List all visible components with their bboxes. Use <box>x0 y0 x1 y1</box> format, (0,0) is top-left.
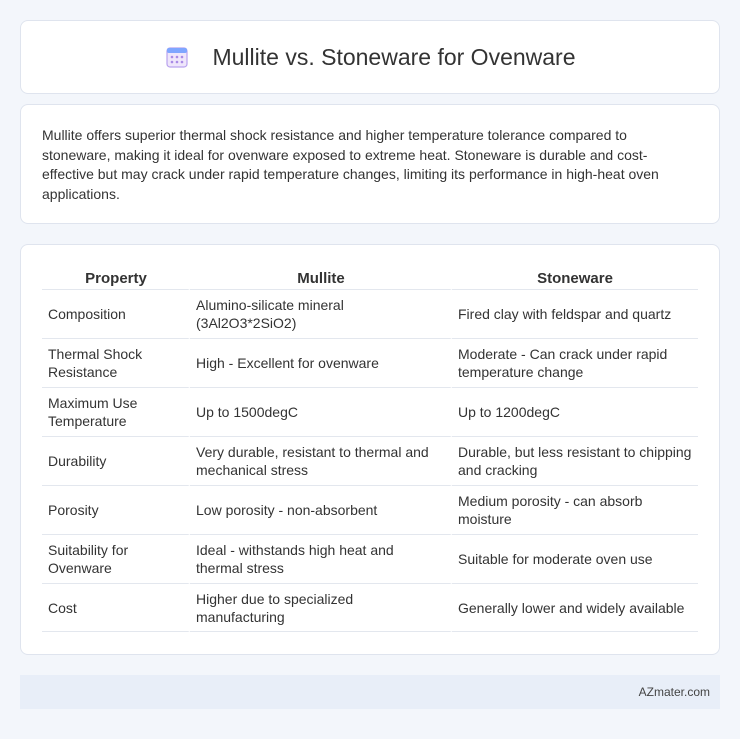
cell-stoneware: Medium porosity - can absorb moisture <box>452 485 698 534</box>
cell-mullite: Very durable, resistant to thermal and mechanical stress <box>190 436 452 485</box>
cell-stoneware: Up to 1200degC <box>452 387 698 436</box>
table-row <box>42 583 698 632</box>
cell-mullite: Higher due to specialized manufacturing <box>190 583 452 632</box>
cell-property: Composition <box>42 289 190 338</box>
cell-mullite: Alumino-silicate mineral (3Al2O3*2SiO2) <box>190 289 452 338</box>
title-wrap <box>164 44 575 71</box>
table-row <box>42 485 698 534</box>
summary-card <box>20 104 720 224</box>
footer <box>20 675 720 709</box>
cell-property: Thermal Shock Resistance <box>42 338 190 387</box>
header-stoneware: Stoneware <box>537 270 613 287</box>
cell-property: Maximum Use Temperature <box>42 387 190 436</box>
cell-property: Cost <box>42 583 190 632</box>
table-row <box>42 338 698 387</box>
title-card <box>20 20 720 94</box>
footer-brand[interactable]: AZmater.com <box>638 685 710 699</box>
header-mullite: Mullite <box>297 270 345 287</box>
calendar-icon <box>164 44 190 70</box>
summary-text: Mullite offers superior thermal shock resistance and higher temperature tolerance compared to stoneware, making it ideal for ovenware exposed to extreme heat. Stoneware is durable and cost-effective but may crack under rapid temperature changes, limiting its performance in high-heat oven applications. <box>42 127 659 202</box>
cell-stoneware: Suitable for moderate oven use <box>452 534 698 583</box>
cell-property: Suitability for Ovenware <box>42 534 190 583</box>
cell-stoneware: Durable, but less resistant to chipping and cracking <box>452 436 698 485</box>
table-row <box>42 387 698 436</box>
cell-mullite: Low porosity - non-absorbent <box>190 485 452 534</box>
table-row <box>42 534 698 583</box>
cell-stoneware: Moderate - Can crack under rapid temperature change <box>452 338 698 387</box>
cell-property: Porosity <box>42 485 190 534</box>
comparison-table-card <box>20 244 720 655</box>
cell-mullite: High - Excellent for ovenware <box>190 338 452 387</box>
cell-stoneware: Generally lower and widely available <box>452 583 698 632</box>
header-property: Property <box>85 270 147 287</box>
table-header-row <box>42 263 698 289</box>
page-title: Mullite vs. Stoneware for Ovenware <box>212 43 576 70</box>
cell-property: Durability <box>42 436 190 485</box>
table-row <box>42 289 698 338</box>
comparison-table <box>42 263 698 632</box>
cell-mullite: Ideal - withstands high heat and thermal stress <box>190 534 452 583</box>
cell-mullite: Up to 1500degC <box>190 387 452 436</box>
cell-stoneware: Fired clay with feldspar and quartz <box>452 289 698 338</box>
table-row <box>42 436 698 485</box>
